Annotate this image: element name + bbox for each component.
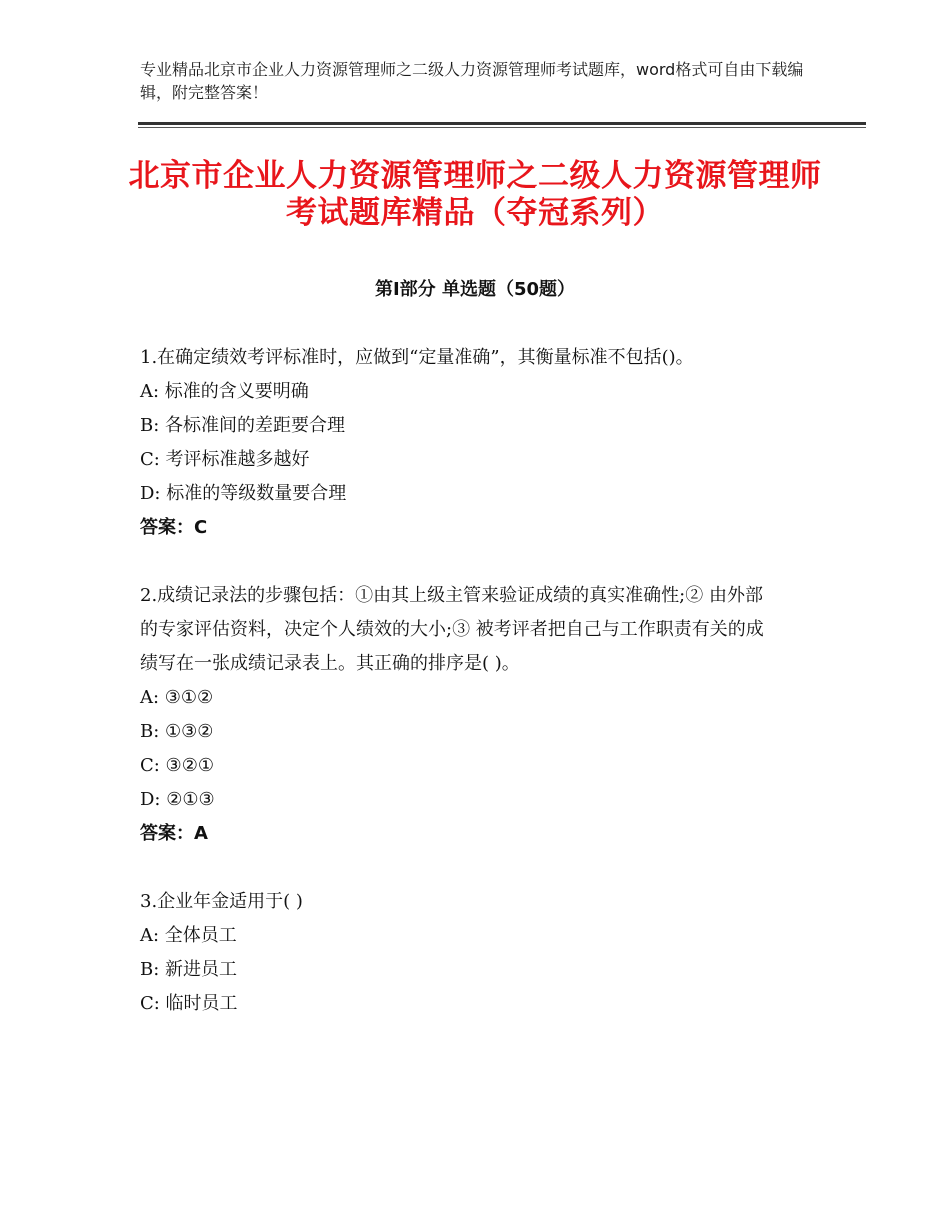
option-b: B: 各标准间的差距要合理 [140, 415, 346, 436]
question-stem: 1.在确定绩效考评标准时，应做到“定量准确”，其衡量标准不包括()。 [140, 347, 694, 368]
header-divider-thin [138, 127, 866, 128]
option-a: A: 全体员工 [140, 925, 237, 946]
option-d: D: ②①③ [140, 789, 215, 810]
option-a: A: ③①② [140, 687, 214, 708]
option-c: C: ③②① [140, 755, 214, 776]
question-3 [140, 885, 780, 1021]
option-c: C: 考评标准越多越好 [140, 449, 310, 470]
question-stem: 3.企业年金适用于( ) [140, 891, 303, 912]
question-1 [140, 341, 780, 545]
option-b: B: ①③② [140, 721, 214, 742]
option-b: B: 新进员工 [140, 959, 238, 980]
question-list [140, 341, 780, 1055]
option-a: A: 标准的含义要明确 [140, 381, 309, 402]
header-divider-thick [138, 122, 866, 125]
question-stem: 2.成绩记录法的步骤包括：①由其上级主管来验证成绩的真实准确性;② 由外部的专家评估资料，决定个人绩效的大小;③ 被考评者把自己与工作职责有关的成绩写在一张成绩记录表上。其正确的排序是( )。 [140, 585, 764, 674]
section-heading: 第Ⅰ部分 单选题（50题） [374, 279, 575, 300]
option-c: C: 临时员工 [140, 993, 238, 1014]
answer-label: 答案：C [140, 517, 208, 538]
header-note: 专业精品北京市企业人力资源管理师之二级人力资源管理师考试题库，word格式可自由下载编辑，附完整答案！ [140, 60, 804, 102]
answer-label: 答案：A [140, 823, 208, 844]
option-d: D: 标准的等级数量要合理 [140, 483, 347, 504]
question-2 [140, 579, 780, 851]
document-title: 北京市企业人力资源管理师之二级人力资源管理师考试题库精品（夺冠系列） [128, 158, 822, 231]
